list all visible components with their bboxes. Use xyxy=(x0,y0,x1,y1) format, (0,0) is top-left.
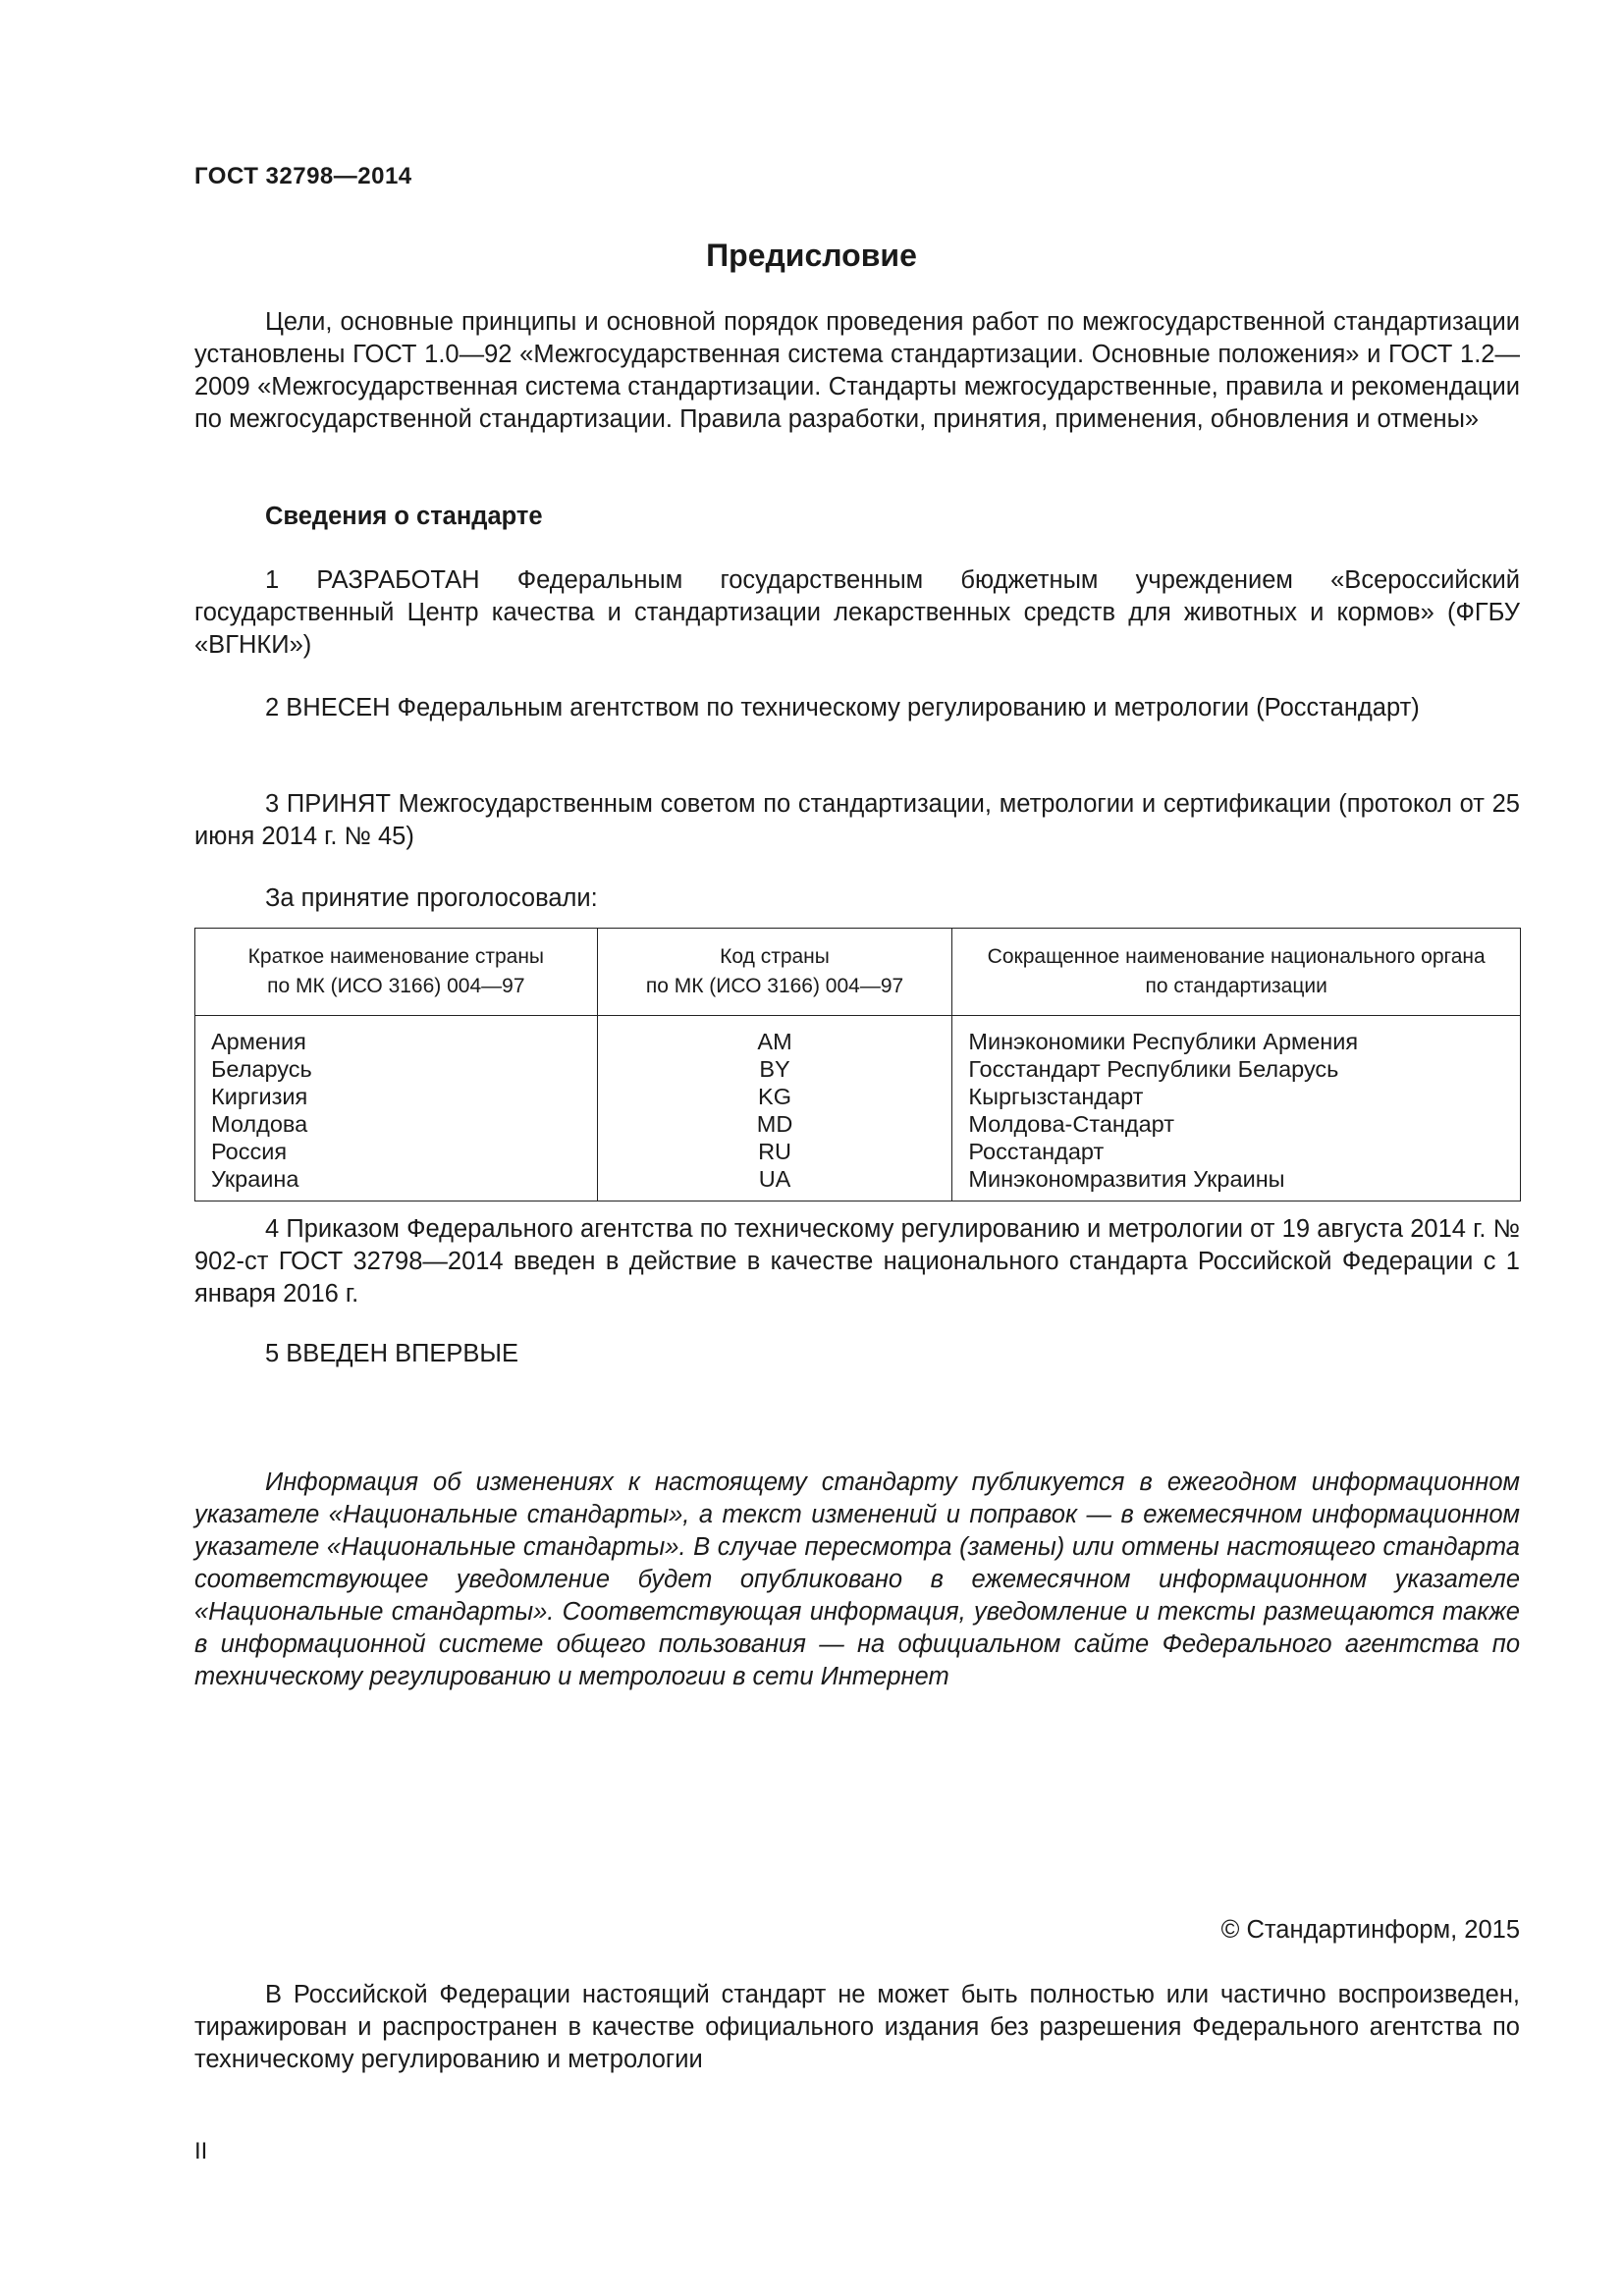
body-cell: Молдова-Стандарт xyxy=(968,1111,1174,1137)
copyright-line: © Стандартинформ, 2015 xyxy=(1220,1916,1520,1944)
table-body-row xyxy=(195,1016,1521,1201)
table-header-code: Код страны по МК (ИСО 3166) 004—97 xyxy=(597,929,952,1016)
document-id-header: ГОСТ 32798—2014 xyxy=(194,163,412,189)
body-cell: Госстандарт Республики Беларусь xyxy=(968,1056,1339,1082)
intro-paragraph: Цели, основные принципы и основной порядок проведения работ по межгосударственной стандартизации установлены ГОСТ 1.0—92 «Межгосударственная система стандартизации. Основные положения» и ГОСТ 1.2—2009 «Межгосударственная система стандартизации. Стандарты межгосударственные, правила и рекомендации по межгосударственной стандартизации. Правила разработки, принятия, применения, обновления и отмены» xyxy=(194,308,1520,433)
code-cell: KG xyxy=(758,1084,792,1109)
country-cell: Армения xyxy=(211,1029,306,1054)
item-3-paragraph: 3 ПРИНЯТ Межгосударственным советом по стандартизации, метрологии и сертификации (протокол от 25 июня 2014 г. № 45) xyxy=(194,790,1520,850)
body-column xyxy=(952,1016,1521,1201)
body-cell: Росстандарт xyxy=(968,1139,1105,1164)
section-heading: Сведения о стандарте xyxy=(265,503,543,530)
item-2-paragraph: 2 ВНЕСЕН Федеральным агентством по техническому регулированию и метрологии (Росстандарт) xyxy=(265,694,1420,721)
country-cell: Россия xyxy=(211,1139,288,1164)
code-cell: MD xyxy=(756,1111,793,1137)
country-column xyxy=(195,1016,598,1201)
page-number: II xyxy=(194,2138,208,2164)
body-cell: Кыргызстандарт xyxy=(968,1084,1144,1109)
voting-countries-table xyxy=(194,928,1521,1201)
page-title: Предисловие xyxy=(706,238,917,273)
table-header-country: Краткое наименование страны по МК (ИСО 3166) 004—97 xyxy=(195,929,598,1016)
country-cell: Киргизия xyxy=(211,1084,308,1109)
country-cell: Украина xyxy=(211,1166,299,1192)
info-notice-paragraph: Информация об изменениях к настоящему стандарту публикуется в ежегодном информационном указателе «Национальные стандарты», а текст изменений и поправок — в ежемесячном информационном указателе «Национальные стандарты». В случае пересмотра (замены) или отмены настоящего стандарта соответствующее уведомление будет опубликовано в ежемесячном информационном указателе «Национальные стандарты». Соответствующая информация, уведомление и тексты размещаются также в информационной системе общего пользования — на официальном сайте Федерального агентства по техническому регулированию и метрологии в сети Интернет xyxy=(194,1468,1520,1690)
code-cell: UA xyxy=(758,1166,791,1192)
country-cell: Беларусь xyxy=(211,1056,312,1082)
body-cell: Минэкономразвития Украины xyxy=(968,1166,1285,1192)
item-5-paragraph: 5 ВВЕДЕН ВПЕРВЫЕ xyxy=(265,1340,519,1367)
vote-label: За принятие проголосовали: xyxy=(265,884,598,912)
body-cell: Минэкономики Республики Армения xyxy=(968,1029,1359,1054)
code-cell: RU xyxy=(758,1139,792,1164)
country-cell: Молдова xyxy=(211,1111,308,1137)
item-1-paragraph: 1 РАЗРАБОТАН Федеральным государственным бюджетным учреждением «Всероссийский государственный Центр качества и стандартизации лекарственных средств для животных и кормов» (ФГБУ «ВГНКИ») xyxy=(194,566,1520,659)
table-header-body: Сокращенное наименование национального органа по стандартизации xyxy=(952,929,1521,1016)
copyright-notice-paragraph: В Российской Федерации настоящий стандарт не может быть полностью или частично воспроизведен, тиражирован и распространен в качестве официального издания без разрешения Федерального агентства по техническому регулированию и метрологии xyxy=(194,1981,1520,2073)
code-cell: BY xyxy=(759,1056,790,1082)
item-4-paragraph: 4 Приказом Федерального агентства по техническому регулированию и метрологии от 19 августа 2014 г. № 902-ст ГОСТ 32798—2014 введен в действие в качестве национального стандарта Российской Федерации с 1 января 2016 г. xyxy=(194,1215,1520,1308)
code-column xyxy=(597,1016,952,1201)
code-cell: AM xyxy=(757,1029,792,1054)
table-header-row xyxy=(195,929,1521,1016)
